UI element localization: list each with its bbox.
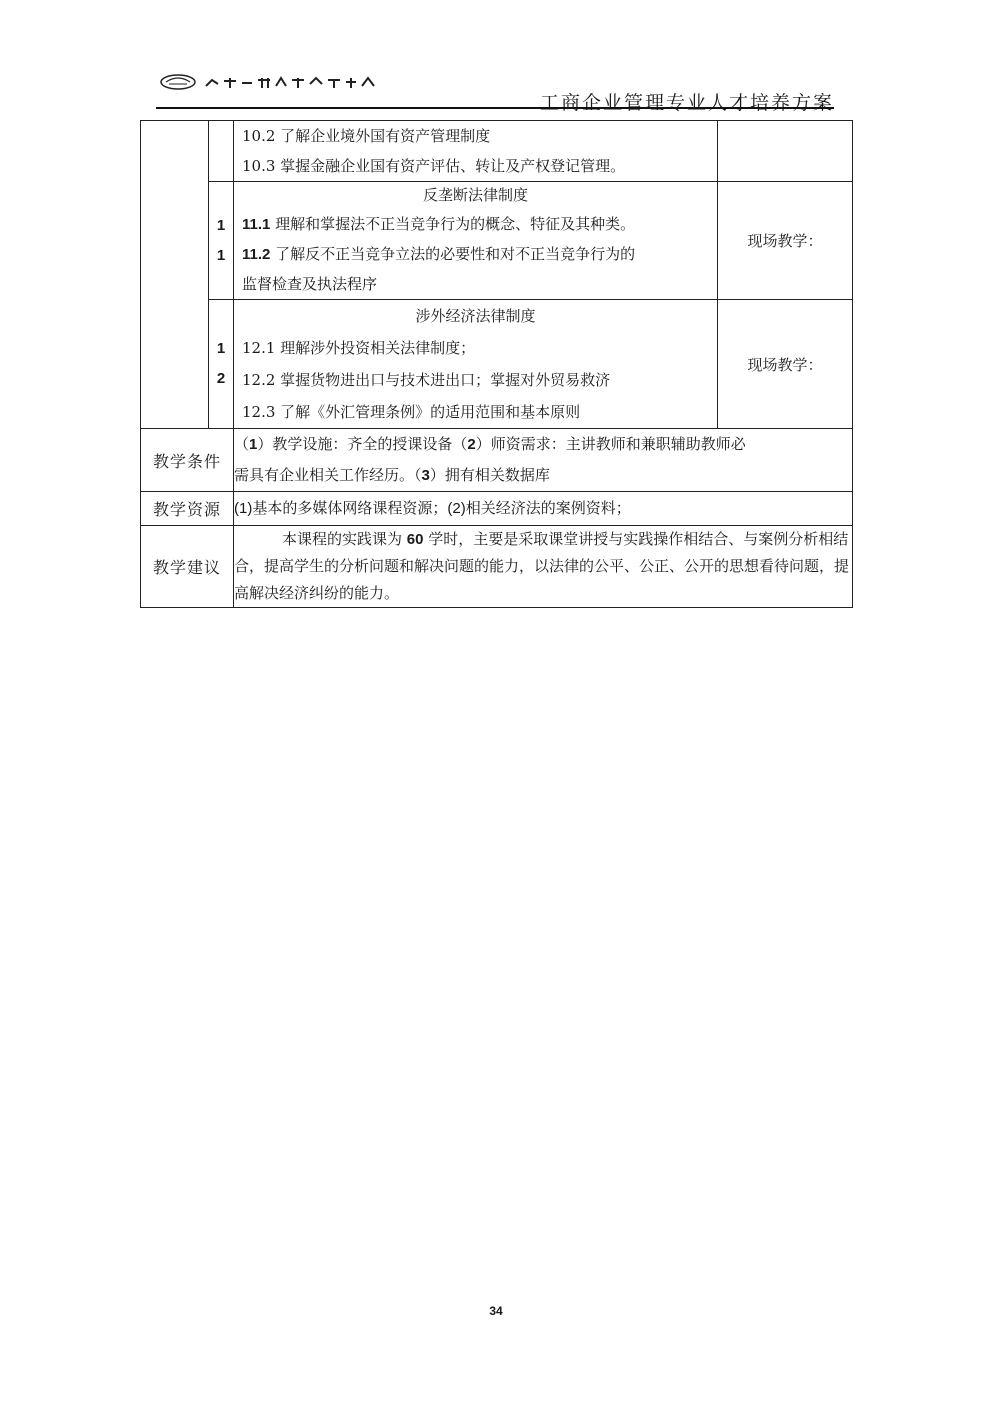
text-fragment: ）拥有相关数据库 bbox=[429, 466, 550, 484]
table-row-10 bbox=[141, 121, 853, 182]
row-number-cell-12 bbox=[209, 300, 234, 429]
content-line: 12.2 掌握货物进出口与技术进出口；掌握对外贸易救济 bbox=[242, 371, 611, 389]
blank-section-cell bbox=[141, 121, 209, 429]
row-number-cell-11 bbox=[209, 182, 234, 300]
hours-number: 60 bbox=[406, 531, 424, 548]
item-number: 3 bbox=[421, 467, 430, 484]
text-fragment: 学时，主要是采取课堂讲授与实践操作相结合、与案例分析相结合，提高学生的分析问题和解决问题的能力，以法律的公平、公正、公开的思想看待问题，提高解决经济纠纷的能力。 bbox=[234, 530, 850, 602]
content-line bbox=[234, 239, 717, 269]
content-line bbox=[234, 460, 852, 491]
text-fragment: （ bbox=[234, 435, 250, 453]
content-line: 12.3 了解《外汇管理条例》的适用范围和基本原则 bbox=[242, 403, 581, 421]
row-number-cell-10 bbox=[209, 121, 234, 182]
document-header-title: 工商企业管理专业人才培养方案 bbox=[539, 92, 834, 114]
method-cell-10 bbox=[718, 121, 853, 182]
page-number: 34 bbox=[489, 1304, 503, 1318]
row-number-digit: 1 bbox=[216, 246, 226, 264]
teaching-suggestions-label: 教学建议 bbox=[141, 526, 234, 608]
text-fragment: 基本的多媒体网络课程资源； bbox=[252, 499, 448, 517]
teaching-suggestions-row bbox=[141, 526, 853, 608]
content-line: 10.3 掌握金融企业国有资产评估、转让及产权登记管理。 bbox=[242, 157, 626, 175]
teaching-resources-label: 教学资源 bbox=[141, 492, 234, 526]
teaching-resources-content bbox=[234, 492, 853, 526]
content-line bbox=[234, 209, 717, 239]
content-cell-12 bbox=[234, 300, 718, 429]
section-title: 涉外经济法律制度 bbox=[415, 307, 536, 325]
course-content-table bbox=[140, 120, 853, 608]
teaching-conditions-row bbox=[141, 429, 853, 492]
row-number-digit: 1 bbox=[216, 340, 226, 357]
text-fragment: 需具有企业相关工作经历。（ bbox=[234, 466, 422, 484]
item-number: (2) bbox=[447, 500, 466, 517]
content-line bbox=[234, 429, 852, 460]
item-number: 11.2 bbox=[242, 246, 271, 263]
content-line: 12.1 理解涉外投资相关法律制度； bbox=[242, 339, 476, 357]
item-text: 了解反不正当竞争立法的必要性和对不正当竞争行为的 bbox=[270, 245, 636, 263]
text-fragment: 本课程的实践课为 bbox=[282, 530, 407, 548]
method-cell-11: 现场教学： bbox=[718, 182, 853, 300]
teaching-suggestions-content bbox=[234, 526, 853, 608]
content-line: 监督检查及执法程序 bbox=[242, 275, 378, 293]
teaching-conditions-label: 教学条件 bbox=[141, 429, 234, 492]
item-number: 1 bbox=[249, 436, 258, 453]
content-cell-10 bbox=[234, 121, 718, 182]
teaching-resources-row bbox=[141, 492, 853, 526]
header-divider bbox=[156, 107, 834, 109]
teaching-conditions-content bbox=[234, 429, 853, 492]
table-row-11 bbox=[141, 182, 853, 300]
content-line: 10.2 了解企业境外国有资产管理制度 bbox=[242, 127, 491, 145]
row-number-digit: 2 bbox=[216, 370, 226, 387]
item-number: 2 bbox=[467, 436, 476, 453]
item-number: 11.1 bbox=[242, 216, 271, 233]
item-number: (1) bbox=[234, 500, 253, 517]
text-fragment: 相关经济法的案例资料； bbox=[465, 499, 631, 517]
row-number-digit: 1 bbox=[216, 216, 226, 234]
item-text: 理解和掌握法不正当竞争行为的概念、特征及其种类。 bbox=[270, 215, 636, 233]
content-cell-11 bbox=[234, 182, 718, 300]
section-title: 反垄断法律制度 bbox=[422, 186, 528, 204]
method-cell-12: 现场教学： bbox=[718, 300, 853, 429]
text-fragment: ）教学设施：齐全的授课设备（ bbox=[257, 435, 468, 453]
school-logo bbox=[158, 72, 378, 92]
text-fragment: ）师资需求：主讲教师和兼职辅助教师必 bbox=[475, 435, 746, 453]
table-row-12 bbox=[141, 300, 853, 429]
